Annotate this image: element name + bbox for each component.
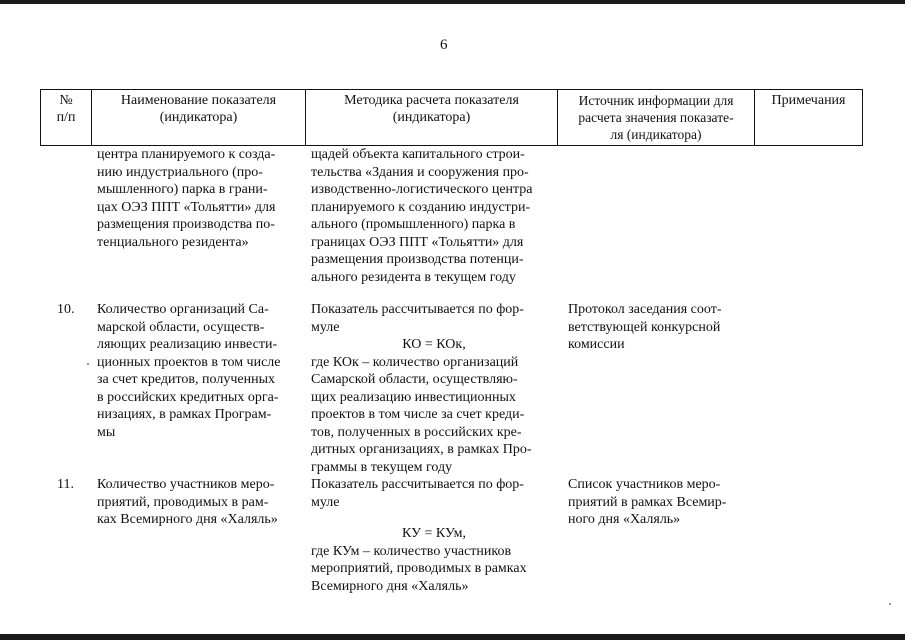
row-11-source-cell: Список участников меро- приятий в рамках Всемир- ного дня «Халяль» (568, 477, 727, 527)
row-10-number: 10. (57, 302, 75, 317)
continued-method-cell: щадей объекта капитального строи- тельства «Здания и сооружения про- изводственно-логистического центра планируемого к созданию индустри- ального (промышленного) парка в границах ОЭЗ ППТ «Тольятти» для размещения производства потенци- ального резидента в текущем году (311, 147, 533, 285)
page-number: 6 (440, 37, 448, 53)
header-source: Источник информации для расчета значения показате- ля (индикатора) (558, 90, 755, 146)
header-method: Методика расчета показателя (индикатора) (306, 90, 558, 146)
row-11-method-cell: Показатель рассчитывается по фор- муле КУ = КУм, где КУм – количество участников мероприятий, проводимых в рамках Всемирного дня «Халяль» (311, 476, 557, 595)
header-row (41, 90, 863, 146)
row-11-name-cell: Количество участников меро- приятий, проводимых в рам- ках Всемирного дня «Халяль» (97, 477, 278, 527)
scan-speck (87, 363, 89, 365)
scan-speck (889, 603, 891, 605)
top-border (0, 0, 905, 4)
row-11-number: 11. (57, 477, 74, 492)
header-number: № п/п (41, 90, 92, 146)
row-10-method-cell: Показатель рассчитывается по фор- муле КО = КОк, где КОк – количество организаций Самарской области, осуществляю- щих реализацию инвестиционных проектов в том числе за счет креди- тов, полученных в российских кре- дитных организациях, в рамках Про- граммы в текущем году (311, 301, 557, 476)
bottom-border (0, 634, 905, 640)
header-name: Наименование показателя (индикатора) (92, 90, 306, 146)
row-10-source-cell: Протокол заседания соот- ветствующей конкурсной комиссии (568, 302, 722, 352)
row-10-name-cell: Количество организаций Са- марской области, осуществ- ляющих реализацию инвести- ционных проектов в том числе за счет кредитов, полученных в российских кредитных орга- низациях, в рамках Програм- мы (97, 302, 281, 440)
row-11-formula: КУ = КУм, (402, 526, 466, 541)
header-notes: Примечания (755, 90, 863, 146)
table-header (40, 89, 863, 146)
row-10-formula: КО = КОк, (402, 337, 466, 352)
continued-name-cell: центра планируемого к созда- нию индустриального (про- мышленного) парка в грани- цах ОЭЗ ППТ «Тольятти» для размещения производства по- тенциального резидента» (97, 147, 276, 250)
